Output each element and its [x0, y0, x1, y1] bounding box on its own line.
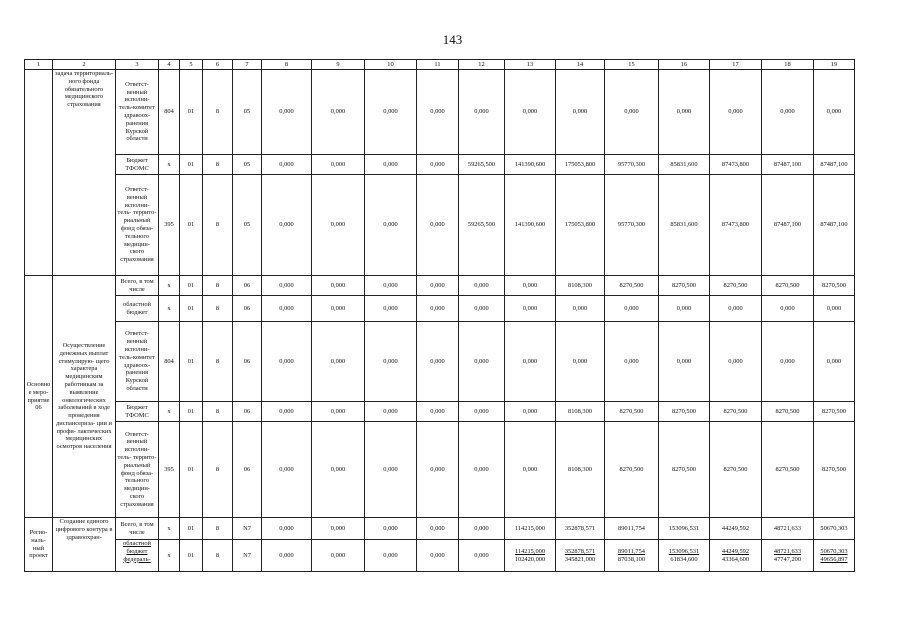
code-cell: 395 — [159, 175, 180, 276]
value-cell: 0,000 — [605, 70, 659, 155]
value-cell: 0,000 — [417, 322, 459, 402]
value-cell: 0,000 — [459, 70, 505, 155]
header-cell: 17 — [710, 60, 762, 70]
code-cell: х — [159, 296, 180, 322]
value-cell: 0,000 — [262, 175, 312, 276]
budget-table — [24, 59, 855, 572]
value-cell: 0,000 — [365, 518, 417, 540]
value-cell: 87487,100 — [814, 175, 855, 276]
code-cell: 8 — [203, 276, 233, 296]
value-cell: 50670,303 — [814, 518, 855, 540]
header-cell: 3 — [116, 60, 159, 70]
code-cell: 06 — [233, 322, 262, 402]
value-cell: 352878,571 — [556, 518, 605, 540]
code-cell: 01 — [180, 296, 203, 322]
value-cell: 0,000 — [365, 155, 417, 175]
value-cell: 153096,531 — [659, 518, 710, 540]
table-row — [25, 276, 855, 296]
value-cell — [762, 540, 814, 572]
value-cell — [556, 540, 605, 572]
value-cell: 0,000 — [417, 70, 459, 155]
measure-name-cell: Осуществление денежных выплат стимулирую- щего характера медицинским работникам за выявление онкологических заболеваний в ходе проведения диспансериза- ции и профи- лактических медицинских осмотров населения — [53, 276, 116, 518]
value-cell: 0,000 — [505, 296, 556, 322]
value-cell: 0,000 — [365, 276, 417, 296]
value-cell: 8270,500 — [659, 276, 710, 296]
value-cell: 0,000 — [262, 422, 312, 518]
value-cell: 0,000 — [365, 322, 417, 402]
code-cell: 8 — [203, 422, 233, 518]
value-cell: 0,000 — [312, 175, 365, 276]
value-cell: 0,000 — [365, 540, 417, 572]
value-cell: 87473,800 — [710, 175, 762, 276]
header-cell: 13 — [505, 60, 556, 70]
value-cell: 8270,500 — [814, 276, 855, 296]
code-cell: 01 — [180, 276, 203, 296]
project-name-cell: Создание единого цифрового контура в здравоохран- — [53, 518, 116, 572]
value-cell: 0,000 — [417, 296, 459, 322]
code-cell: 8 — [203, 155, 233, 175]
value-cell: 0,000 — [505, 276, 556, 296]
value-cell: 8270,500 — [762, 276, 814, 296]
value-cell: 59265,500 — [459, 175, 505, 276]
value-line: 44249,592 — [721, 547, 750, 555]
value-cell: 0,000 — [710, 322, 762, 402]
value-cell — [505, 540, 556, 572]
header-cell: 6 — [203, 60, 233, 70]
value-line: 89011,754 — [618, 547, 645, 555]
header-cell: 1 — [25, 60, 53, 70]
value-cell: 0,000 — [659, 70, 710, 155]
code-cell: х — [159, 276, 180, 296]
value-cell: 87487,100 — [762, 175, 814, 276]
value-cell: 0,000 — [262, 540, 312, 572]
value-cell: 0,000 — [762, 296, 814, 322]
table-cell — [25, 70, 53, 276]
value-line: 49656,897 — [820, 555, 848, 563]
value-cell — [605, 540, 659, 572]
value-cell: 0,000 — [312, 322, 365, 402]
header-cell: 10 — [365, 60, 417, 70]
source-cell: областной бюджет — [116, 296, 159, 322]
value-cell: 8270,500 — [762, 402, 814, 422]
value-cell: 0,000 — [814, 296, 855, 322]
table-row — [25, 175, 855, 276]
code-cell: 8 — [203, 175, 233, 276]
value-cell: 0,000 — [262, 276, 312, 296]
value-cell: 0,000 — [505, 402, 556, 422]
value-cell: 0,000 — [459, 402, 505, 422]
value-cell: 8270,500 — [659, 402, 710, 422]
value-cell: 175053,800 — [556, 155, 605, 175]
code-cell: х — [159, 402, 180, 422]
value-cell: 0,000 — [312, 276, 365, 296]
value-cell: 8108,300 — [556, 422, 605, 518]
value-cell: 0,000 — [459, 518, 505, 540]
value-cell: 0,000 — [417, 422, 459, 518]
code-cell: 8 — [203, 296, 233, 322]
measure-label-cell: Основное меро- приятие 06 — [25, 276, 53, 518]
value-cell: 0,000 — [762, 322, 814, 402]
code-cell: 804 — [159, 322, 180, 402]
value-cell: 141390,600 — [505, 155, 556, 175]
table-row — [25, 402, 855, 422]
value-cell: 85831,600 — [659, 155, 710, 175]
value-cell: 0,000 — [312, 402, 365, 422]
source-cell — [116, 540, 159, 572]
value-cell: 8270,500 — [710, 402, 762, 422]
code-cell: 804 — [159, 70, 180, 155]
value-cell: 0,000 — [556, 70, 605, 155]
code-cell: 01 — [180, 518, 203, 540]
value-cell: 0,000 — [365, 422, 417, 518]
source-cell: Всего, в том числе — [116, 276, 159, 296]
source-cell: Ответст- венный исполни- тель- террито- риальный фонд обяза- тельного медицин- ского страхования — [116, 175, 159, 276]
code-cell: х — [159, 518, 180, 540]
value-line: 61834,600 — [670, 555, 698, 563]
value-cell: 8108,300 — [556, 276, 605, 296]
code-cell: N7 — [233, 518, 262, 540]
code-cell: 01 — [180, 155, 203, 175]
value-line: 352878,571 — [564, 547, 596, 555]
value-cell: 0,000 — [417, 402, 459, 422]
header-cell: 9 — [312, 60, 365, 70]
code-cell: 8 — [203, 322, 233, 402]
value-cell: 0,000 — [459, 540, 505, 572]
value-cell: 85831,600 — [659, 175, 710, 276]
value-cell: 59265,500 — [459, 155, 505, 175]
value-cell: 8270,500 — [814, 402, 855, 422]
value-cell: 95770,300 — [605, 175, 659, 276]
value-cell: 0,000 — [262, 322, 312, 402]
value-cell: 0,000 — [365, 175, 417, 276]
value-cell: 0,000 — [710, 296, 762, 322]
value-line: 114215,000 — [514, 547, 546, 555]
header-cell: 2 — [53, 60, 116, 70]
code-cell: 01 — [180, 70, 203, 155]
value-cell: 0,000 — [814, 322, 855, 402]
table-row — [25, 422, 855, 518]
value-line: 43364,600 — [721, 555, 750, 563]
header-cell: 14 — [556, 60, 605, 70]
value-cell: 0,000 — [417, 540, 459, 572]
header-cell: 19 — [814, 60, 855, 70]
value-line: 345821,000 — [564, 555, 596, 563]
code-cell: 01 — [180, 402, 203, 422]
value-cell: 8270,500 — [710, 276, 762, 296]
code-cell: 01 — [180, 540, 203, 572]
value-cell: 8270,500 — [710, 422, 762, 518]
value-cell: 87487,100 — [814, 155, 855, 175]
value-line: 153096,531 — [668, 547, 700, 555]
value-cell: 8270,500 — [814, 422, 855, 518]
value-cell: 8270,500 — [659, 422, 710, 518]
value-cell: 0,000 — [262, 518, 312, 540]
header-cell: 15 — [605, 60, 659, 70]
value-cell: 8270,500 — [762, 422, 814, 518]
value-line: 102420,000 — [514, 555, 546, 563]
value-cell: 87487,100 — [762, 155, 814, 175]
source-cell: Ответст- венный исполни- тель- террито- риальный фонд обяза- тельного медицин- ского страхования — [116, 422, 159, 518]
value-cell: 0,000 — [459, 422, 505, 518]
value-line: 87038,100 — [617, 555, 646, 563]
value-line: 48721,633 — [773, 547, 802, 555]
value-cell: 48721,633 — [762, 518, 814, 540]
value-cell: 0,000 — [505, 422, 556, 518]
value-cell: 8270,500 — [605, 422, 659, 518]
value-cell: 0,000 — [459, 322, 505, 402]
table-row — [25, 296, 855, 322]
value-cell: 95770,300 — [605, 155, 659, 175]
value-cell — [659, 540, 710, 572]
code-cell: 8 — [203, 518, 233, 540]
code-cell: 01 — [180, 322, 203, 402]
value-cell: 0,000 — [312, 296, 365, 322]
value-cell: 0,000 — [262, 70, 312, 155]
value-cell: 0,000 — [312, 422, 365, 518]
value-cell: 0,000 — [417, 155, 459, 175]
value-cell: 0,000 — [417, 276, 459, 296]
value-cell: 0,000 — [505, 322, 556, 402]
source-cell: Бюджет ТФОМС — [116, 402, 159, 422]
value-cell: 44249,592 — [710, 518, 762, 540]
table-row — [25, 540, 855, 572]
task-name-cell: задача территориаль- ного фонда обязательного медицинского страхования — [53, 70, 116, 276]
value-cell: 0,000 — [556, 296, 605, 322]
value-cell: 8270,500 — [605, 276, 659, 296]
code-cell: 395 — [159, 422, 180, 518]
header-cell: 16 — [659, 60, 710, 70]
value-cell: 0,000 — [262, 402, 312, 422]
source-cell: Всего, в том числе — [116, 518, 159, 540]
code-cell: N7 — [233, 540, 262, 572]
code-cell: 8 — [203, 402, 233, 422]
value-cell: 0,000 — [312, 70, 365, 155]
value-cell: 0,000 — [605, 322, 659, 402]
value-cell: 114215,000 — [505, 518, 556, 540]
value-cell: 0,000 — [659, 296, 710, 322]
value-cell: 0,000 — [659, 322, 710, 402]
source-text: областной бюджет федераль- — [123, 540, 151, 563]
header-cell: 4 — [159, 60, 180, 70]
value-cell: 0,000 — [505, 70, 556, 155]
project-label-cell: Регио- наль- ный проект — [25, 518, 53, 572]
value-cell: 0,000 — [417, 175, 459, 276]
value-cell: 0,000 — [459, 276, 505, 296]
value-cell: 87473,800 — [710, 155, 762, 175]
source-cell: Ответст- венный исполни- тель-комитет здравоох- ранения Курской области — [116, 70, 159, 155]
code-cell: 06 — [233, 402, 262, 422]
value-cell: 0,000 — [417, 518, 459, 540]
table-row — [25, 155, 855, 175]
value-cell: 175053,800 — [556, 175, 605, 276]
header-cell: 11 — [417, 60, 459, 70]
code-cell: х — [159, 155, 180, 175]
table-row — [25, 322, 855, 402]
value-cell: 0,000 — [365, 296, 417, 322]
source-cell: Ответст- венный исполни- тель-комитет здравоох- ранения Курской области — [116, 322, 159, 402]
header-cell: 7 — [233, 60, 262, 70]
value-cell: 0,000 — [262, 296, 312, 322]
table-row — [25, 518, 855, 540]
page-number: 143 — [442, 32, 463, 47]
value-cell: 0,000 — [312, 518, 365, 540]
header-cell: 5 — [180, 60, 203, 70]
source-cell: Бюджет ТФОМС — [116, 155, 159, 175]
code-cell: 05 — [233, 70, 262, 155]
code-cell: 05 — [233, 175, 262, 276]
code-cell: 01 — [180, 175, 203, 276]
value-cell: 8108,300 — [556, 402, 605, 422]
code-cell: 06 — [233, 296, 262, 322]
value-cell: 0,000 — [312, 540, 365, 572]
value-cell: 0,000 — [814, 70, 855, 155]
header-cell: 12 — [459, 60, 505, 70]
code-cell: 06 — [233, 422, 262, 518]
value-cell — [814, 540, 855, 572]
code-cell: х — [159, 540, 180, 572]
value-cell: 0,000 — [365, 70, 417, 155]
value-cell: 0,000 — [710, 70, 762, 155]
value-cell: 0,000 — [365, 402, 417, 422]
code-cell: 05 — [233, 155, 262, 175]
value-cell: 0,000 — [312, 155, 365, 175]
value-cell: 89011,754 — [605, 518, 659, 540]
value-cell: 0,000 — [556, 322, 605, 402]
code-cell: 8 — [203, 70, 233, 155]
code-cell: 06 — [233, 276, 262, 296]
header-cell: 18 — [762, 60, 814, 70]
code-cell: 01 — [180, 422, 203, 518]
value-cell: 0,000 — [605, 296, 659, 322]
value-cell: 0,000 — [262, 155, 312, 175]
value-cell: 0,000 — [459, 296, 505, 322]
code-cell: 8 — [203, 540, 233, 572]
value-cell: 8270,500 — [605, 402, 659, 422]
header-cell: 8 — [262, 60, 312, 70]
value-line: 50670,303 — [820, 547, 848, 555]
header-row — [25, 60, 855, 70]
table-row — [25, 70, 855, 155]
value-line: 47747,200 — [773, 555, 802, 563]
value-cell: 0,000 — [762, 70, 814, 155]
value-cell: 141390,600 — [505, 175, 556, 276]
value-cell — [710, 540, 762, 572]
